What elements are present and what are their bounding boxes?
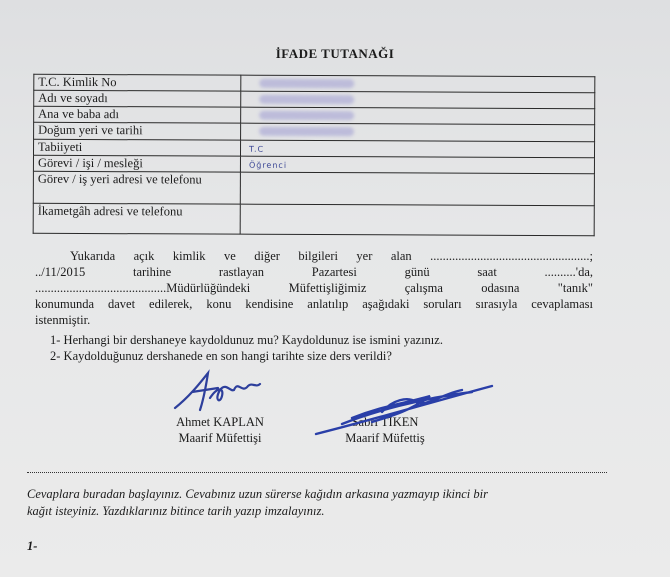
form-label-home-address: İkametgâh adresi ve telefonu xyxy=(33,203,240,234)
paragraph-line: ../11/2015 tarihine rastlayan Pazartesi günü saat ..........'da, xyxy=(35,265,593,279)
form-value-tc xyxy=(241,75,595,93)
form-label-nationality: Tabiiyeti xyxy=(33,139,240,156)
form-label-parents: Ana ve baba adı xyxy=(34,106,241,123)
form-label-name: Adı ve soyadı xyxy=(34,90,241,107)
form-value-name xyxy=(241,91,595,109)
answer-number: 1- xyxy=(27,539,38,553)
paragraph-line: istenmiştir. xyxy=(35,313,91,327)
handwritten-nationality: T.C xyxy=(249,144,265,154)
form-row xyxy=(33,171,594,205)
question-1: 1- Herhangi bir dershaneye kaydoldunuz mu? Kaydoldunuz ise ismini yazınız. xyxy=(50,333,443,347)
signature-kaplan xyxy=(170,368,265,418)
inspector-1-name: Ahmet KAPLAN xyxy=(176,415,264,429)
inspector-1-title: Maarif Müfettişi xyxy=(178,431,262,445)
signature-tiken xyxy=(312,382,497,442)
redaction-blur xyxy=(259,79,354,88)
form-value-parents xyxy=(241,107,595,125)
redaction-blur xyxy=(259,111,354,120)
identity-form-table xyxy=(33,74,596,236)
instructions-line-2: kağıt isteyiniz. Yazdıklarınız bitince tarih yazıp imzalayınız. xyxy=(27,504,325,518)
form-label-birth: Doğum yeri ve tarihi xyxy=(34,122,241,140)
form-value-occupation xyxy=(240,156,594,174)
form-value-birth xyxy=(241,123,595,142)
form-label-occupation: Görevi / işi / mesleği xyxy=(33,155,240,172)
form-label-work-address: Görev / iş yeri adresi ve telefonu xyxy=(33,171,240,204)
form-value-home-address xyxy=(240,204,594,236)
redaction-blur xyxy=(259,95,354,104)
inspector-2-title: Maarif Müfettiş xyxy=(345,431,425,445)
document-title: İFADE TUTANAĞI xyxy=(275,46,395,61)
paragraph-line: Yukarıda açık kimlik ve diğer bilgileri yer alan ...................................................; xyxy=(70,249,593,263)
question-2: 2- Kaydolduğunuz dershanede en son hangi tarihte size ders verildi? xyxy=(50,349,392,363)
paragraph-line: ..........................................Müdürlüğündeki Müfettişliğimiz çalışma odasına "tanık" xyxy=(35,281,593,295)
form-label-tc: T.C. Kimlik No xyxy=(34,74,241,91)
instructions-line-1: Cevaplara buradan başlayınız. Cevabınız uzun sürerse kağıdın arkasına yazmayıp ikinci bir xyxy=(27,487,488,501)
separator-dotted-line xyxy=(27,472,607,473)
form-value-work-address xyxy=(240,172,594,206)
handwritten-occupation: Öğrenci xyxy=(248,160,288,170)
redaction-blur xyxy=(259,127,354,136)
form-row xyxy=(33,203,594,235)
inspector-2-name: Sabri TİKEN xyxy=(351,415,419,429)
paragraph-line: konumunda davet edilerek, konu kendisine anlatılıp aşağıdaki soruları sırasıyla cevaplaması xyxy=(35,297,593,311)
form-value-nationality xyxy=(240,140,594,158)
